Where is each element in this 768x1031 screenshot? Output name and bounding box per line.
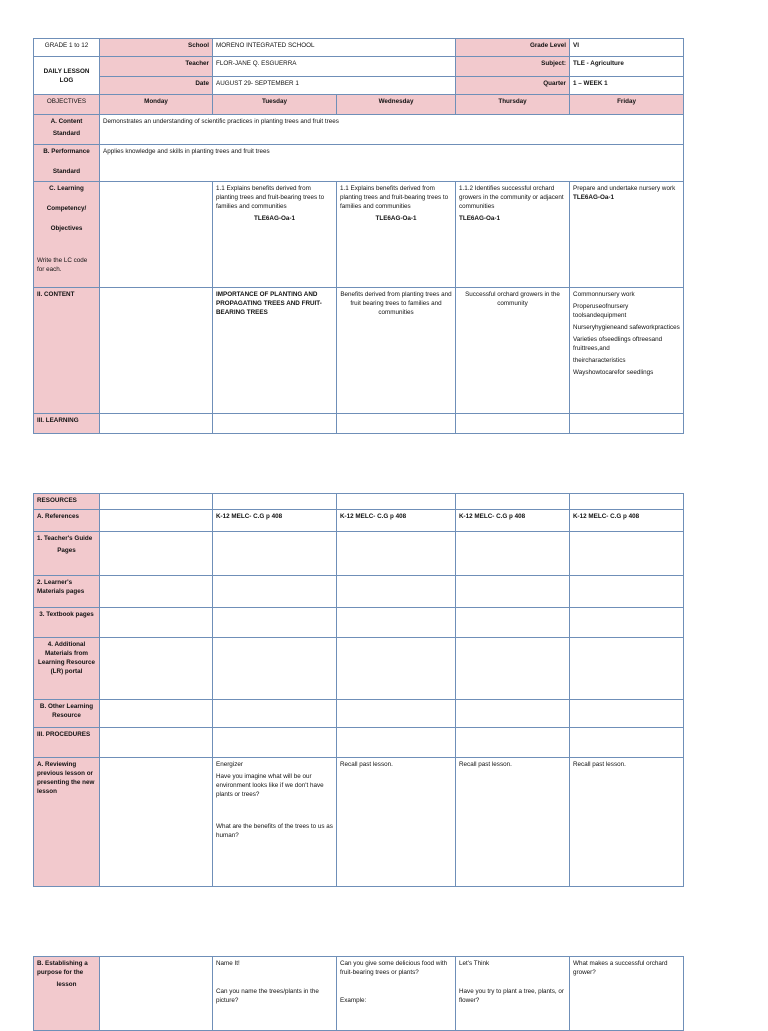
competency-tuesday-code: TLE6AG-Oa-1: [254, 215, 295, 222]
references-label: A. References: [34, 510, 100, 532]
performance-standard-label-2: Standard: [52, 168, 81, 175]
purpose-wednesday: [337, 957, 456, 1031]
friday-topic-4: Varieties ofseedlings oftreesand fruittrees,and: [573, 336, 663, 352]
content-label: II. CONTENT: [34, 288, 100, 414]
grade-level-label: Grade Level: [456, 39, 570, 57]
date-label: Date: [100, 77, 213, 95]
reviewing-tuesday-1: Energizer: [216, 761, 243, 768]
purpose-tuesday-1: Name It!: [216, 960, 240, 967]
competency-thursday-text: 1.1.2 Identifies successful orchard growers in the community or adjacent communities: [459, 185, 564, 210]
ref-friday: K-12 MELC- C.G p 408: [570, 510, 684, 532]
competency-wednesday-text: 1.1 Explains benefits derived from planting trees and fruit-bearing trees to families and communities: [340, 185, 449, 210]
purpose-wednesday-2: Example:: [340, 997, 367, 1004]
lesson-log-table-2: [33, 493, 684, 887]
thursday-header: Thursday: [456, 95, 570, 115]
wednesday-header: Wednesday: [337, 95, 456, 115]
friday-topic-5: theircharacteristics: [573, 357, 626, 364]
friday-header: Friday: [570, 95, 684, 115]
competency-wednesday: [337, 182, 456, 288]
competency-thursday-code: TLE6AG-Oa-1: [459, 215, 500, 222]
learners-materials-label: 2. Learner's Materials pages: [34, 576, 100, 608]
date-value: AUGUST 29- SEPTEMBER 1: [213, 77, 456, 95]
competency-friday: [570, 182, 684, 288]
quarter-label: Quarter: [456, 77, 570, 95]
teacher-value: FLOR-JANE Q. ESGUERRA: [213, 57, 456, 77]
performance-standard-text: Applies knowledge and skills in planting trees and fruit trees: [100, 145, 684, 182]
objectives-header: OBJECTIVES: [34, 95, 100, 115]
content-friday: [570, 288, 684, 414]
purpose-thursday-1: Let's Think: [459, 960, 490, 967]
ref-thursday: K-12 MELC- C.G p 408: [456, 510, 570, 532]
purpose-label-1: B. Establishing a purpose for the: [37, 960, 88, 976]
grade-level-value: VI: [570, 39, 684, 57]
content-standard-label: [34, 115, 100, 145]
teachers-guide-label: [34, 532, 100, 576]
competency-thursday: [456, 182, 570, 288]
reviewing-tuesday-3: What are the benefits of the trees to us as human?: [216, 823, 333, 839]
school-value: MORENO INTEGRATED SCHOOL: [213, 39, 456, 57]
purpose-tuesday: [213, 957, 337, 1031]
teachers-guide-label-2: Pages: [57, 547, 76, 554]
resources-label: RESOURCES: [34, 494, 100, 510]
reviewing-tuesday-2: Have you imagine what will be our environment looks like if we don't have plants or trees?: [216, 773, 324, 798]
reviewing-wednesday: Recall past lesson.: [337, 758, 456, 887]
reviewing-tuesday: [213, 758, 337, 887]
reviewing-label: A. Reviewing previous lesson or presenting the new lesson: [34, 758, 100, 887]
purpose-tuesday-2: Can you name the trees/plants in the picture?: [216, 988, 319, 1004]
performance-standard-label: [34, 145, 100, 182]
competency-tuesday: [213, 182, 337, 288]
purpose-label-2: lesson: [56, 981, 77, 988]
friday-topic-6: Wayshowtocarefor seedlings: [573, 369, 654, 376]
performance-standard-label-1: B. Performance: [43, 148, 90, 155]
friday-topic-1: Commonnursery work: [573, 291, 635, 298]
subject-label: Subject:: [456, 57, 570, 77]
competency-friday-text: Prepare and undertake nursery work: [573, 185, 676, 192]
purpose-wednesday-1: Can you give some delicious food with fruit-bearing trees or plants?: [340, 960, 448, 976]
friday-topic-3: Nurseryhygieneand safeworkpractices: [573, 324, 680, 331]
purpose-friday: What makes a successful orchard grower?: [570, 957, 684, 1031]
grade-range: GRADE 1 to 12: [34, 39, 100, 57]
lesson-log-table-3: [33, 956, 684, 1031]
competency-tuesday-text: 1.1 Explains benefits derived from planting trees and fruit-bearing trees to families and communities: [216, 185, 325, 210]
content-standard-label-1: A. Content: [50, 118, 83, 125]
content-wednesday: Benefits derived from planting trees and fruit bearing trees to families and communities: [337, 288, 456, 414]
doc-title: DAILY LESSON LOG: [34, 57, 100, 95]
lesson-log-table-1: [33, 38, 684, 434]
subject-value: TLE - Agriculture: [570, 57, 684, 77]
textbook-label: 3. Textbook pages: [34, 608, 100, 638]
competency-label-3: Objectives: [50, 225, 83, 232]
content-tuesday: IMPORTANCE OF PLANTING AND PROPAGATING TREES AND FRUIT-BEARING TREES: [213, 288, 337, 414]
purpose-thursday: [456, 957, 570, 1031]
purpose-thursday-2: Have you try to plant a tree, plants, or flower?: [459, 988, 565, 1004]
reviewing-friday: Recall past lesson.: [570, 758, 684, 887]
teachers-guide-label-1: 1. Teacher's Guide: [37, 535, 93, 542]
competency-friday-code: TLE6AG-Oa-1: [573, 194, 614, 201]
other-resource-label: B. Other Learning Resource: [34, 700, 100, 728]
reviewing-thursday: Recall past lesson.: [456, 758, 570, 887]
purpose-monday: [100, 957, 213, 1031]
content-standard-label-2: Standard: [52, 130, 81, 137]
procedures-label: III. PROCEDURES: [34, 728, 100, 758]
competency-note: Write the LC code for each.: [37, 257, 88, 273]
content-monday: [100, 288, 213, 414]
teacher-label: Teacher: [100, 57, 213, 77]
monday-header: Monday: [100, 95, 213, 115]
school-label: School: [100, 39, 213, 57]
competency-wednesday-code: TLE6AG-Oa-1: [375, 215, 417, 222]
ref-wednesday: K-12 MELC- C.G p 408: [337, 510, 456, 532]
tuesday-header: Tuesday: [213, 95, 337, 115]
competency-label-2: Competency/: [46, 205, 87, 212]
quarter-value: 1 – WEEK 1: [570, 77, 684, 95]
ref-tuesday: K-12 MELC- C.G p 408: [213, 510, 337, 532]
competency-monday: [100, 182, 213, 288]
competency-label-1: C. Learning: [49, 185, 84, 192]
content-thursday: Successful orchard growers in the community: [456, 288, 570, 414]
purpose-label: [34, 957, 100, 1031]
competency-label: [34, 182, 100, 288]
additional-materials-label: 4. Additional Materials from Learning Resource (LR) portal: [34, 638, 100, 700]
content-standard-text: Demonstrates an understanding of scientific practices in planting trees and fruit trees: [100, 115, 684, 145]
reviewing-monday: [100, 758, 213, 887]
friday-topic-2: Properuseofnursery toolsandequipment: [573, 303, 629, 319]
learning-label: III. LEARNING: [34, 414, 100, 434]
